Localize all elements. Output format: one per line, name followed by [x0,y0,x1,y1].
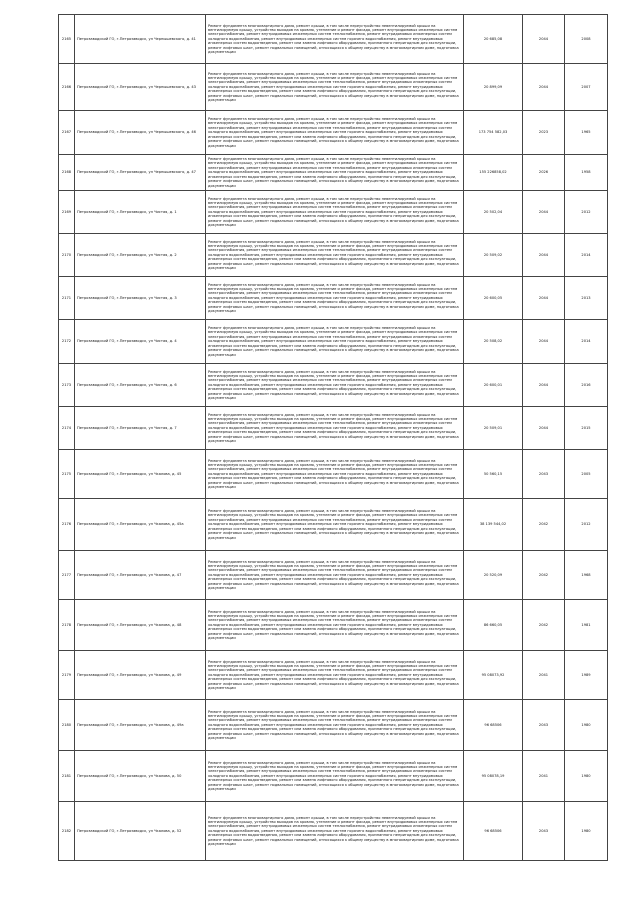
row-build-year: 2016 [565,364,608,407]
row-cost: 20 508,02 [464,320,523,364]
row-address: Петрозаводский ГО, г.Петрозаводск, ул Чистая, д. 4 [75,320,206,364]
row-cost: 95 08078,19 [464,751,523,802]
row-address: Петрозаводский ГО, г.Петрозаводск, ул Чкалова, д. 49а [75,700,206,751]
row-works-list: Ремонт фундамента многоквартирного дома, ремонт крыши, в том числе переустройство невентилируемой крыши на вентилируемую крышу, устройство выходов на кровлю, утепление и ремонт фасада, ремонт внутридомовых инженерных систем электроснабжения, ремонт внутридомовых инженерных систем теплоснабжения, ремонт внутридомовых инженерных систем холодного водоснабжения, ремонт внутридомовых инженерных систем горячего водоснабжения, ремонт внутридомовых инженерных систем водоотведения, ремонт или замена лифтового оборудования, признанного непригодным для эксплуатации, ремонт лифтовых шахт, ремонт подвальных помещений, относящихся к общему имуществу в многоквартирном доме, подготовка документации [206,155,464,191]
table-row [59,802,608,861]
row-planned-year: 2026 [523,155,565,191]
row-number: 2181 [59,751,75,802]
capital-repair-table [58,14,608,861]
row-works-list: Ремонт фундамента многоквартирного дома, ремонт крыши, в том числе переустройство невентилируемой крыши на вентилируемую крышу, устройство выходов на кровлю, утепление и ремонт фасада, ремонт внутридомовых инженерных систем электроснабжения, ремонт внутридомовых инженерных систем теплоснабжения, ремонт внутридомовых инженерных систем холодного водоснабжения, ремонт внутридомовых инженерных систем горячего водоснабжения, ремонт внутридомовых инженерных систем водоотведения, ремонт или замена лифтового оборудования, признанного непригодным для эксплуатации, ремонт лифтовых шахт, ремонт подвальных помещений, относящихся к общему имуществу в многоквартирном доме, подготовка документации [206,651,464,700]
row-planned-year: 2044 [523,320,565,364]
row-works-list: Ремонт фундамента многоквартирного дома, ремонт крыши, в том числе переустройство невентилируемой крыши на вентилируемую крышу, устройство выходов на кровлю, утепление и ремонт фасада, ремонт внутридомовых инженерных систем электроснабжения, ремонт внутридомовых инженерных систем теплоснабжения, ремонт внутридомовых инженерных систем холодного водоснабжения, ремонт внутридомовых инженерных систем горячего водоснабжения, ремонт внутридомовых инженерных систем водоотведения, ремонт или замена лифтового оборудования, признанного непригодным для эксплуатации, ремонт лифтовых шахт, ремонт подвальных помещений, относящихся к общему имуществу в многоквартирном доме, подготовка документации [206,191,464,234]
row-planned-year: 2044 [523,191,565,234]
table-row [59,450,608,499]
row-works-list: Ремонт фундамента многоквартирного дома, ремонт крыши, в том числе переустройство невентилируемой крыши на вентилируемую крышу, устройство выходов на кровлю, утепление и ремонт фасада, ремонт внутридомовых инженерных систем электроснабжения, ремонт внутридомовых инженерных систем теплоснабжения, ремонт внутридомовых инженерных систем холодного водоснабжения, ремонт внутридомовых инженерных систем горячего водоснабжения, ремонт внутридомовых инженерных систем водоотведения, ремонт или замена лифтового оборудования, признанного непригодным для эксплуатации, ремонт лифтовых шахт, ремонт подвальных помещений, относящихся к общему имуществу в многоквартирном доме, подготовка документации [206,407,464,450]
row-number: 2166 [59,64,75,111]
row-address: Петрозаводский ГО, г.Петрозаводск, ул Чистая, д. 2 [75,234,206,277]
row-planned-year: 2044 [523,407,565,450]
table-row [59,651,608,700]
row-number: 2175 [59,450,75,499]
row-number: 2174 [59,407,75,450]
table-row [59,600,608,651]
row-build-year: 1980 [565,700,608,751]
row-address: Петрозаводский ГО, г.Петрозаводск, ул Чистая, д. 7 [75,407,206,450]
row-build-year: 1980 [565,802,608,861]
row-works-list: Ремонт фундамента многоквартирного дома, ремонт крыши, в том числе переустройство невентилируемой крыши на вентилируемую крышу, устройство выходов на кровлю, утепление и ремонт фасада, ремонт внутридомовых инженерных систем электроснабжения, ремонт внутридомовых инженерных систем теплоснабжения, ремонт внутридомовых инженерных систем холодного водоснабжения, ремонт внутридомовых инженерных систем горячего водоснабжения, ремонт внутридомовых инженерных систем водоотведения, ремонт или замена лифтового оборудования, признанного непригодным для эксплуатации, ремонт лифтовых шахт, ремонт подвальных помещений, относящихся к общему имуществу в многоквартирном доме, подготовка документации [206,551,464,600]
row-number: 2169 [59,191,75,234]
table-row [59,155,608,191]
row-works-list: Ремонт фундамента многоквартирного дома, ремонт крыши, в том числе переустройство невентилируемой крыши на вентилируемую крышу, устройство выходов на кровлю, утепление и ремонт фасада, ремонт внутридомовых инженерных систем электроснабжения, ремонт внутридомовых инженерных систем теплоснабжения, ремонт внутридомовых инженерных систем холодного водоснабжения, ремонт внутридомовых инженерных систем горячего водоснабжения, ремонт внутридомовых инженерных систем водоотведения, ремонт или замена лифтового оборудования, признанного непригодным для эксплуатации, ремонт лифтовых шахт, ремонт подвальных помещений, относящихся к общему имуществу в многоквартирном доме, подготовка документации [206,450,464,499]
row-planned-year: 2043 [523,700,565,751]
row-cost: 86 660,05 [464,600,523,651]
row-works-list: Ремонт фундамента многоквартирного дома, ремонт крыши, в том числе переустройство невентилируемой крыши на вентилируемую крышу, устройство выходов на кровлю, утепление и ремонт фасада, ремонт внутридомовых инженерных систем электроснабжения, ремонт внутридомовых инженерных систем теплоснабжения, ремонт внутридомовых инженерных систем холодного водоснабжения, ремонт внутридомовых инженерных систем горячего водоснабжения, ремонт внутридомовых инженерных систем водоотведения, ремонт или замена лифтового оборудования, признанного непригодным для эксплуатации, ремонт лифтовых шахт, ремонт подвальных помещений, относящихся к общему имуществу в многоквартирном доме, подготовка документации [206,64,464,111]
row-build-year: 2013 [565,277,608,320]
table-row [59,15,608,64]
row-number: 2176 [59,499,75,551]
row-address: Петрозаводский ГО, г.Петрозаводск, ул Чернышевского, д. 46 [75,111,206,155]
row-cost: 96 68506 [464,700,523,751]
row-planned-year: 2041 [523,651,565,700]
row-planned-year: 2044 [523,234,565,277]
row-cost: 173 754 582,03 [464,111,523,155]
row-build-year: 2014 [565,234,608,277]
row-cost: 20 502,04 [464,191,523,234]
row-works-list: Ремонт фундамента многоквартирного дома, ремонт крыши, в том числе переустройство невентилируемой крыши на вентилируемую крышу, устройство выходов на кровлю, утепление и ремонт фасада, ремонт внутридомовых инженерных систем электроснабжения, ремонт внутридомовых инженерных систем теплоснабжения, ремонт внутридомовых инженерных систем холодного водоснабжения, ремонт внутридомовых инженерных систем горячего водоснабжения, ремонт внутридомовых инженерных систем водоотведения, ремонт или замена лифтового оборудования, признанного непригодным для эксплуатации, ремонт лифтовых шахт, ремонт подвальных помещений, относящихся к общему имуществу в многоквартирном доме, подготовка документации [206,751,464,802]
row-planned-year: 2042 [523,600,565,651]
row-number: 2168 [59,155,75,191]
row-cost: 20 685,08 [464,15,523,64]
row-address: Петрозаводский ГО, г.Петрозаводск, ул Чкалова, д. 45 [75,450,206,499]
row-build-year: 1981 [565,600,608,651]
table-row [59,111,608,155]
table-row [59,499,608,551]
row-works-list: Ремонт фундамента многоквартирного дома, ремонт крыши, в том числе переустройство невентилируемой крыши на вентилируемую крышу, устройство выходов на кровлю, утепление и ремонт фасада, ремонт внутридомовых инженерных систем электроснабжения, ремонт внутридомовых инженерных систем теплоснабжения, ремонт внутридомовых инженерных систем холодного водоснабжения, ремонт внутридомовых инженерных систем горячего водоснабжения, ремонт внутридомовых инженерных систем водоотведения, ремонт или замена лифтового оборудования, признанного непригодным для эксплуатации, ремонт лифтовых шахт, ремонт подвальных помещений, относящихся к общему имуществу в многоквартирном доме, подготовка документации [206,111,464,155]
row-cost: 38 139 544,02 [464,499,523,551]
table-row [59,234,608,277]
row-cost: 20 520,09 [464,551,523,600]
table-row [59,364,608,407]
table-row [59,751,608,802]
row-planned-year: 2044 [523,364,565,407]
row-number: 2180 [59,700,75,751]
row-build-year: 1958 [565,155,608,191]
row-build-year: 2008 [565,15,608,64]
row-address: Петрозаводский ГО, г.Петрозаводск, ул Чкалова, д. 48 [75,600,206,651]
row-number: 2173 [59,364,75,407]
row-number: 2165 [59,15,75,64]
table-row [59,320,608,364]
row-planned-year: 2043 [523,802,565,861]
row-build-year: 1968 [565,551,608,600]
table-row [59,64,608,111]
row-number: 2171 [59,277,75,320]
row-build-year: 1965 [565,111,608,155]
row-cost: 20 899,09 [464,64,523,111]
row-address: Петрозаводский ГО, г.Петрозаводск, ул Чистая, д. 1 [75,191,206,234]
row-number: 2167 [59,111,75,155]
row-planned-year: 2042 [523,499,565,551]
row-planned-year: 2044 [523,277,565,320]
row-cost: 20 509,02 [464,234,523,277]
row-address: Петрозаводский ГО, г.Петрозаводск, ул Чкалова, д. 49 [75,651,206,700]
row-planned-year: 2042 [523,551,565,600]
row-cost: 95 08073,92 [464,651,523,700]
row-works-list: Ремонт фундамента многоквартирного дома, ремонт крыши, в том числе переустройство невентилируемой крыши на вентилируемую крышу, устройство выходов на кровлю, утепление и ремонт фасада, ремонт внутридомовых инженерных систем электроснабжения, ремонт внутридомовых инженерных систем теплоснабжения, ремонт внутридомовых инженерных систем холодного водоснабжения, ремонт внутридомовых инженерных систем горячего водоснабжения, ремонт внутридомовых инженерных систем водоотведения, ремонт или замена лифтового оборудования, признанного непригодным для эксплуатации, ремонт лифтовых шахт, ремонт подвальных помещений, относящихся к общему имуществу в многоквартирном доме, подготовка документации [206,234,464,277]
row-address: Петрозаводский ГО, г.Петрозаводск, ул Чернышевского, д. 43 [75,64,206,111]
row-number: 2172 [59,320,75,364]
row-build-year: 2005 [565,450,608,499]
row-works-list: Ремонт фундамента многоквартирного дома, ремонт крыши, в том числе переустройство невентилируемой крыши на вентилируемую крышу, устройство выходов на кровлю, утепление и ремонт фасада, ремонт внутридомовых инженерных систем электроснабжения, ремонт внутридомовых инженерных систем теплоснабжения, ремонт внутридомовых инженерных систем холодного водоснабжения, ремонт внутридомовых инженерных систем горячего водоснабжения, ремонт внутридомовых инженерных систем водоотведения, ремонт или замена лифтового оборудования, признанного непригодным для эксплуатации, ремонт лифтовых шахт, ремонт подвальных помещений, относящихся к общему имуществу в многоквартирном доме, подготовка документации [206,320,464,364]
table-row [59,191,608,234]
row-address: Петрозаводский ГО, г.Петрозаводск, ул Чкалова, д. 45а [75,499,206,551]
row-works-list: Ремонт фундамента многоквартирного дома, ремонт крыши, в том числе переустройство невентилируемой крыши на вентилируемую крышу, устройство выходов на кровлю, утепление и ремонт фасада, ремонт внутридомовых инженерных систем электроснабжения, ремонт внутридомовых инженерных систем теплоснабжения, ремонт внутридомовых инженерных систем холодного водоснабжения, ремонт внутридомовых инженерных систем горячего водоснабжения, ремонт внутридомовых инженерных систем водоотведения, ремонт или замена лифтового оборудования, признанного непригодным для эксплуатации, ремонт лифтовых шахт, ремонт подвальных помещений, относящихся к общему имуществу в многоквартирном доме, подготовка документации [206,499,464,551]
row-cost: 50 560,15 [464,450,523,499]
row-address: Петрозаводский ГО, г.Петрозаводск, ул Чкалова, д. 50 [75,751,206,802]
row-build-year: 1989 [565,651,608,700]
row-cost: 96 68506 [464,802,523,861]
row-planned-year: 2041 [523,751,565,802]
row-address: Петрозаводский ГО, г.Петрозаводск, ул Чернышевского, д. 41 [75,15,206,64]
row-build-year: 2012 [565,499,608,551]
row-planned-year: 2043 [523,450,565,499]
row-address: Петрозаводский ГО, г.Петрозаводск, ул Чистая, д. 3 [75,277,206,320]
row-address: Петрозаводский ГО, г.Петрозаводск, ул Чистая, д. 6 [75,364,206,407]
table-row [59,277,608,320]
row-works-list: Ремонт фундамента многоквартирного дома, ремонт крыши, в том числе переустройство невентилируемой крыши на вентилируемую крышу, устройство выходов на кровлю, утепление и ремонт фасада, ремонт внутридомовых инженерных систем электроснабжения, ремонт внутридомовых инженерных систем теплоснабжения, ремонт внутридомовых инженерных систем холодного водоснабжения, ремонт внутридомовых инженерных систем горячего водоснабжения, ремонт внутридомовых инженерных систем водоотведения, ремонт или замена лифтового оборудования, признанного непригодным для эксплуатации, ремонт лифтовых шахт, ремонт подвальных помещений, относящихся к общему имуществу в многоквартирном доме, подготовка документации [206,802,464,861]
row-build-year: 1980 [565,751,608,802]
row-works-list: Ремонт фундамента многоквартирного дома, ремонт крыши, в том числе переустройство невентилируемой крыши на вентилируемую крышу, устройство выходов на кровлю, утепление и ремонт фасада, ремонт внутридомовых инженерных систем электроснабжения, ремонт внутридомовых инженерных систем теплоснабжения, ремонт внутридомовых инженерных систем холодного водоснабжения, ремонт внутридомовых инженерных систем горячего водоснабжения, ремонт внутридомовых инженерных систем водоотведения, ремонт или замена лифтового оборудования, признанного непригодным для эксплуатации, ремонт лифтовых шахт, ремонт подвальных помещений, относящихся к общему имуществу в многоквартирном доме, подготовка документации [206,15,464,64]
row-cost: 20 600,05 [464,277,523,320]
row-build-year: 2015 [565,407,608,450]
row-works-list: Ремонт фундамента многоквартирного дома, ремонт крыши, в том числе переустройство невентилируемой крыши на вентилируемую крышу, устройство выходов на кровлю, утепление и ремонт фасада, ремонт внутридомовых инженерных систем электроснабжения, ремонт внутридомовых инженерных систем теплоснабжения, ремонт внутридомовых инженерных систем холодного водоснабжения, ремонт внутридомовых инженерных систем горячего водоснабжения, ремонт внутридомовых инженерных систем водоотведения, ремонт или замена лифтового оборудования, признанного непригодным для эксплуатации, ремонт лифтовых шахт, ремонт подвальных помещений, относящихся к общему имуществу в многоквартирном доме, подготовка документации [206,277,464,320]
table-row [59,551,608,600]
row-number: 2179 [59,651,75,700]
row-number: 2178 [59,600,75,651]
row-works-list: Ремонт фундамента многоквартирного дома, ремонт крыши, в том числе переустройство невентилируемой крыши на вентилируемую крышу, устройство выходов на кровлю, утепление и ремонт фасада, ремонт внутридомовых инженерных систем электроснабжения, ремонт внутридомовых инженерных систем теплоснабжения, ремонт внутридомовых инженерных систем холодного водоснабжения, ремонт внутридомовых инженерных систем горячего водоснабжения, ремонт внутридомовых инженерных систем водоотведения, ремонт или замена лифтового оборудования, признанного непригодным для эксплуатации, ремонт лифтовых шахт, ремонт подвальных помещений, относящихся к общему имуществу в многоквартирном доме, подготовка документации [206,700,464,751]
row-planned-year: 2044 [523,64,565,111]
row-build-year: 2012 [565,191,608,234]
row-works-list: Ремонт фундамента многоквартирного дома, ремонт крыши, в том числе переустройство невентилируемой крыши на вентилируемую крышу, устройство выходов на кровлю, утепление и ремонт фасада, ремонт внутридомовых инженерных систем электроснабжения, ремонт внутридомовых инженерных систем теплоснабжения, ремонт внутридомовых инженерных систем холодного водоснабжения, ремонт внутридомовых инженерных систем горячего водоснабжения, ремонт внутридомовых инженерных систем водоотведения, ремонт или замена лифтового оборудования, признанного непригодным для эксплуатации, ремонт лифтовых шахт, ремонт подвальных помещений, относящихся к общему имуществу в многоквартирном доме, подготовка документации [206,364,464,407]
row-cost: 20 509,01 [464,407,523,450]
table-row [59,700,608,751]
row-build-year: 2014 [565,320,608,364]
row-number: 2182 [59,802,75,861]
row-number: 2170 [59,234,75,277]
row-build-year: 2007 [565,64,608,111]
row-address: Петрозаводский ГО, г.Петрозаводск, ул Чернышевского, д. 47 [75,155,206,191]
row-cost: 155 226858,02 [464,155,523,191]
row-planned-year: 2044 [523,15,565,64]
row-cost: 20 600,01 [464,364,523,407]
row-address: Петрозаводский ГО, г.Петрозаводск, ул Чкалова, д. 52 [75,802,206,861]
row-works-list: Ремонт фундамента многоквартирного дома, ремонт крыши, в том числе переустройство невентилируемой крыши на вентилируемую крышу, устройство выходов на кровлю, утепление и ремонт фасада, ремонт внутридомовых инженерных систем электроснабжения, ремонт внутридомовых инженерных систем теплоснабжения, ремонт внутридомовых инженерных систем холодного водоснабжения, ремонт внутридомовых инженерных систем горячего водоснабжения, ремонт внутридомовых инженерных систем водоотведения, ремонт или замена лифтового оборудования, признанного непригодным для эксплуатации, ремонт лифтовых шахт, ремонт подвальных помещений, относящихся к общему имуществу в многоквартирном доме, подготовка документации [206,600,464,651]
row-number: 2177 [59,551,75,600]
row-planned-year: 2023 [523,111,565,155]
table-row [59,407,608,450]
row-address: Петрозаводский ГО, г.Петрозаводск, ул Чкалова, д. 47 [75,551,206,600]
